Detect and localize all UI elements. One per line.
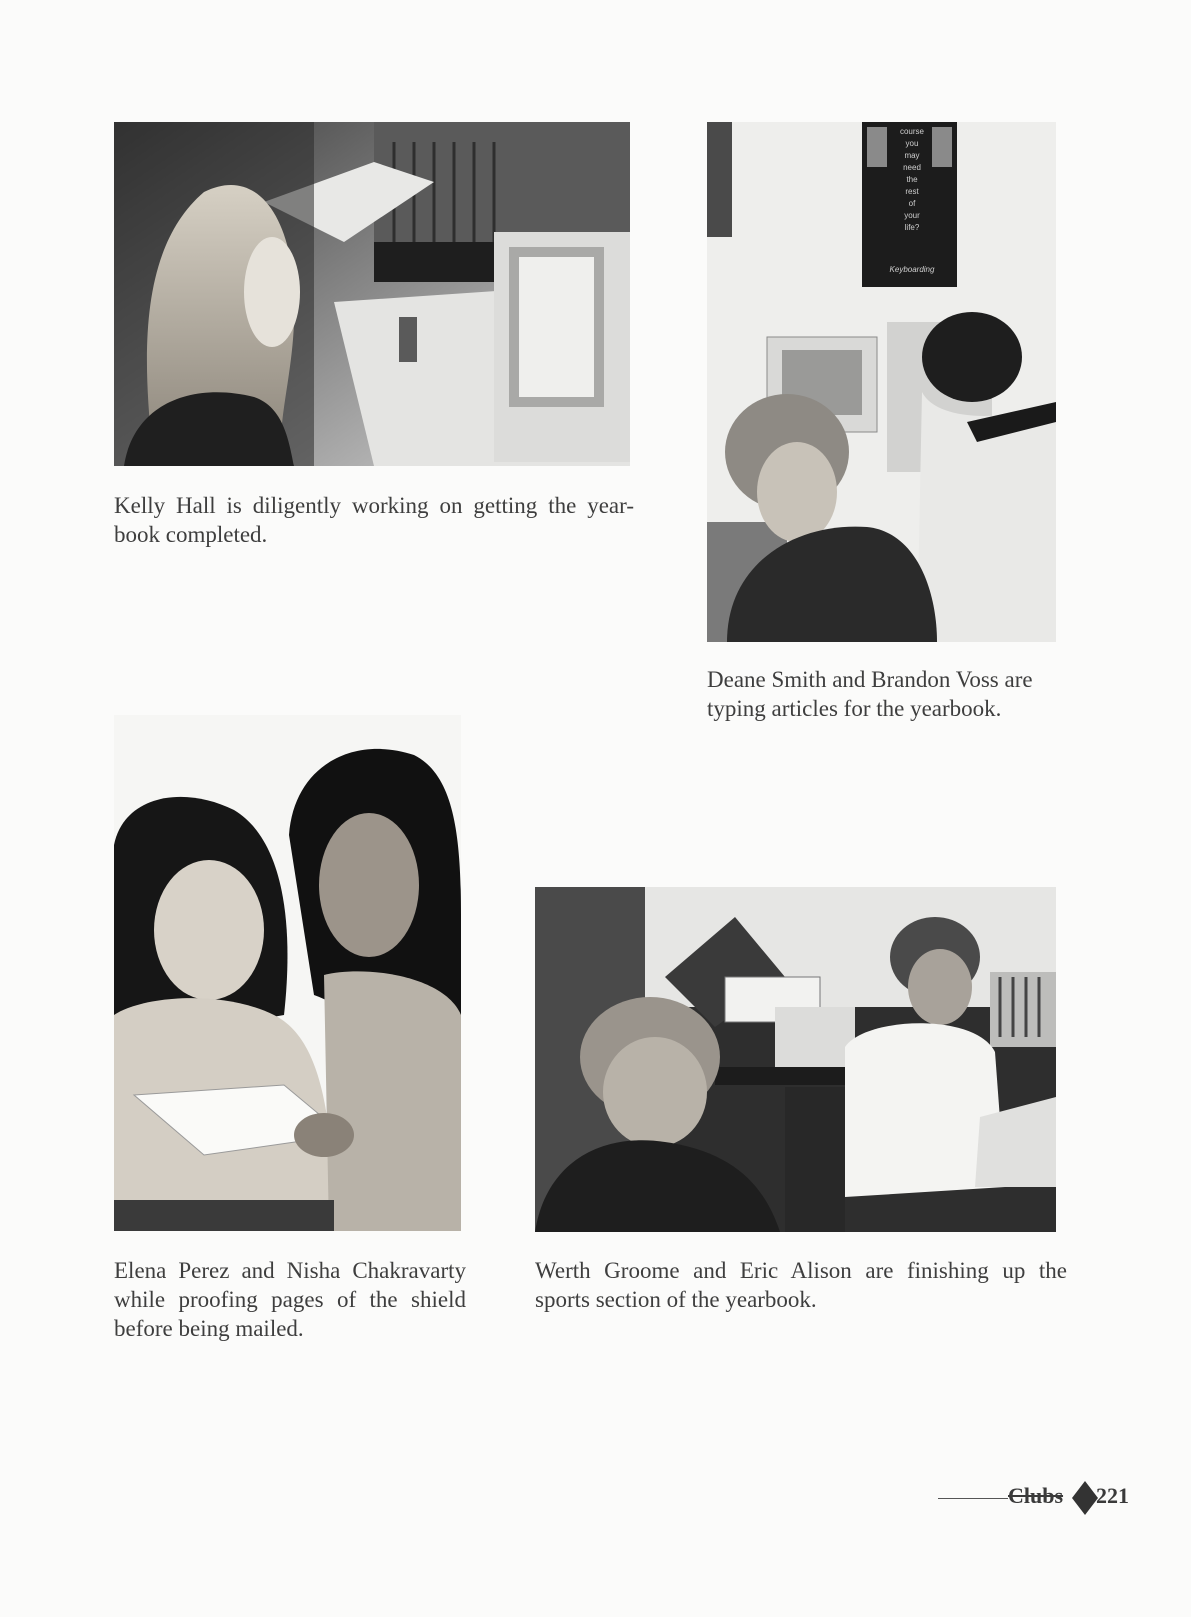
diamond-icon [1072,1481,1098,1515]
poster-word: may [904,151,920,160]
caption-elena-nisha [114,1256,466,1343]
poster-word: life? [904,223,920,232]
caption-line: Werth Groome and Eric Alison are finishing up the [535,1258,1067,1283]
page-number: 221 [1096,1483,1129,1508]
poster-word: course [899,127,925,136]
photo-deane-brandon [707,122,1056,642]
caption-line: while proofing pages of the shield [114,1287,466,1312]
caption-line: Deane Smith and Brandon Voss are [707,667,1033,692]
photo-elena-nisha [114,715,461,1231]
caption-kelly-hall [114,491,634,549]
photo-kelly-hall [114,122,630,466]
caption-deane-brandon [707,665,1067,723]
folio-section-title: Clubs [1008,1483,1064,1508]
caption-werth-eric [535,1256,1067,1314]
poster-word: need [903,163,921,172]
caption-line: sports section of the yearbook. [535,1287,817,1312]
caption-line: book completed. [114,522,268,547]
photo-deane-brandon-image [707,122,1056,642]
photo-elena-nisha-image [114,715,461,1231]
poster-word: the [906,175,918,184]
poster-word: of [908,199,916,208]
poster-word: your [904,211,920,220]
photo-kelly-hall-image [114,122,630,466]
poster-word: rest [905,187,919,196]
caption-line: typing articles for the yearbook. [707,696,1002,721]
caption-line: before being mailed. [114,1316,304,1341]
poster-word: you [905,139,919,148]
poster-word: Keyboarding [889,265,935,274]
folio-rule [938,1498,1008,1499]
page-folio [938,1481,1138,1515]
caption-line: Kelly Hall is diligently working on getting the year- [114,493,634,518]
caption-line: Elena Perez and Nisha Chakravarty [114,1258,466,1283]
photo-werth-eric [535,887,1056,1232]
photo-werth-eric-image [535,887,1056,1232]
